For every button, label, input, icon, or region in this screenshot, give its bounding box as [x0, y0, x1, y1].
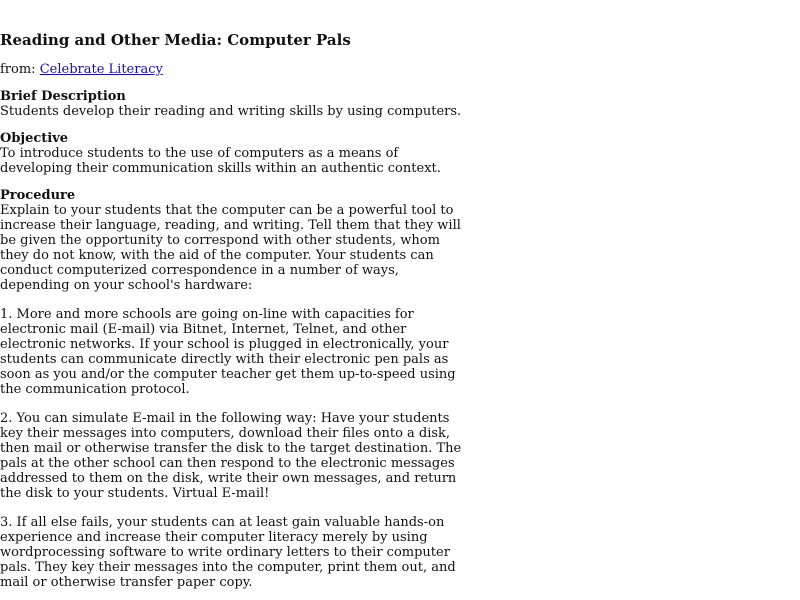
brief-description-text: Students develop their reading and writing skills by using computers. — [0, 104, 462, 119]
source-link[interactable]: Celebrate Literacy — [39, 62, 163, 77]
brief-description-heading: Brief Description — [0, 89, 126, 104]
source-line — [0, 62, 470, 77]
objective-text: To introduce students to the use of computers as a means of developing their communication skills within an authentic context. — [0, 146, 441, 176]
procedure-heading: Procedure — [0, 188, 76, 203]
lesson-content — [0, 31, 470, 590]
procedure-step-1: 1. More and more schools are going on-line with capacities for electronic mail (E-mail) via Bitnet, Internet, Telnet, and other electronic networks. If your school is plugged in electronically, your students can communicate directly with their electronic pen pals as soon as you and/or the computer teacher get them up-to-speed using the communication protocol. — [0, 307, 456, 397]
procedure-intro: Explain to your students that the computer can be a powerful tool to increase their language, reading, and writing. Tell them that they will be given the opportunity to correspond with other students, whom they do not know, with the aid of the computer. Your students can conduct computerized correspondence in a number of ways, depending on your school's hardware: — [0, 203, 461, 293]
procedure-step-3: 3. If all else fails, your students can at least gain valuable hands-on experience and increase their computer literacy merely by using wordprocessing software to write ordinary letters to their computer pals. They key their messages into the computer, print them out, and mail or otherwise transfer paper copy. — [0, 515, 456, 590]
procedure-step-2: 2. You can simulate E-mail in the following way: Have your students key their messages into computers, download their files onto a disk, then mail or otherwise transfer the disk to the target destination. The pals at the other school can then respond to the electronic messages addressed to them on the disk, write their own messages, and return the disk to your students. Virtual E-mail! — [0, 411, 462, 501]
page-title: Reading and Other Media: Computer Pals — [0, 31, 351, 49]
objective-heading: Objective — [0, 131, 69, 146]
objective-section — [0, 131, 470, 176]
from-label: from: — [0, 62, 36, 77]
brief-description-section — [0, 89, 470, 119]
procedure-section — [0, 188, 470, 590]
